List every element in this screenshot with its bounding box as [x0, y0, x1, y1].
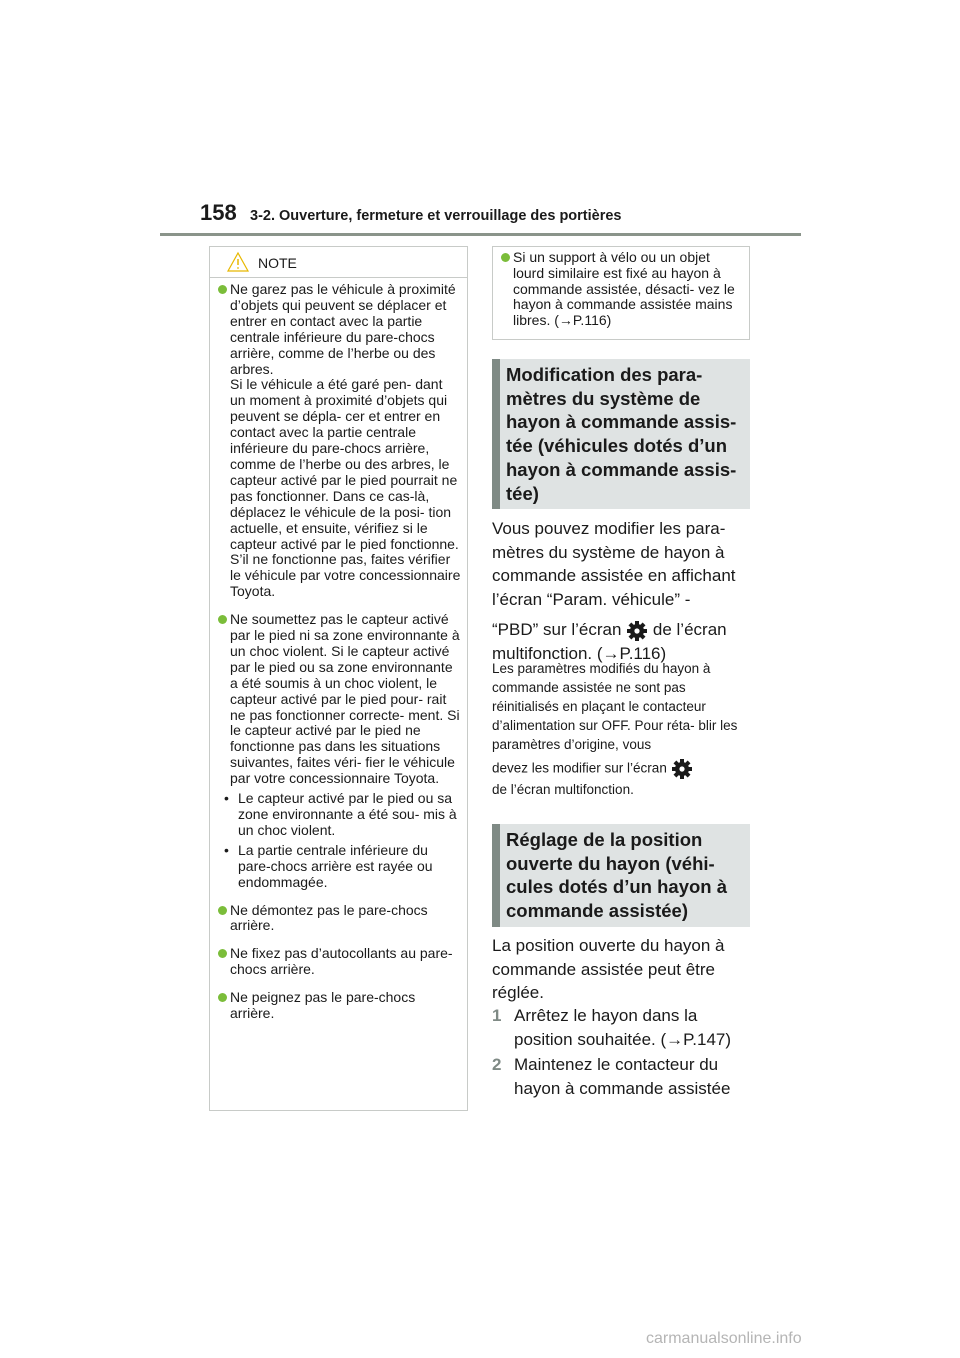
paragraph-text: “PBD” sur l’écran	[492, 620, 622, 639]
dash-icon: •	[224, 790, 229, 807]
paragraph-text: de l’écran multifonction. (→P.116)	[492, 620, 727, 663]
note-title: NOTE	[258, 255, 297, 271]
note-text: Ne peignez pas le pare-chocs arrière.	[230, 989, 416, 1022]
note-text: Ne soumettez pas le capteur activé par le pied ni sa zone environnante à un choc violent. Si le capteur activé par le pied ou sa zone environnante a été soumis à un choc violent, le capteur activé par le pied pour- rait ne pas fonctionner correcte- ment. Si le capteur activé par le pied ne fonctionne pas dans les situations suivantes, faites véri- fier le véhicule par votre concessionnaire Toyota.	[230, 611, 460, 787]
list-item	[218, 903, 461, 935]
bullet-icon	[218, 615, 227, 624]
list-item	[218, 990, 461, 1022]
note-text: Ne fixez pas d’autocollants au pare-chocs arrière.	[230, 945, 453, 978]
step-2	[492, 1053, 754, 1100]
step-1	[492, 1004, 754, 1051]
section-heading: Modification des para- mètres du système de hayon à commande assis- tée (véhicules dotés d’un hayon à commande assis- tée)	[492, 359, 750, 509]
note-text: Le capteur activé par le pied ou sa zone environnante a été sou- mis à un choc violent.	[238, 790, 457, 838]
note-text: Si le véhicule a été garé pen- dant un moment à proximité d’objets qui peuvent se dépla- cer et entrer en contact avec la partie centrale inférieure du pare-chocs arrière, comme de l’herbe ou des arbres, le capteur activé par le pied pourrait ne pas fonctionner. Dans ce cas-là, déplacez le véhicule de la posi- tion actuelle, et ensuite, vérifiez si le capteur activé par le pied fonctionne. S’il ne fonctionne pas, faites vérifier le véhicule par votre concessionnaire Toyota.	[230, 376, 461, 600]
small-text: Les paramètres modifiés du hayon à commande assistée ne sont pas réinitialisés en plaçant le contacteur d’alimentation sur OFF. Pour réta- blir les paramètres d’origine, vous	[492, 661, 738, 752]
note-body	[210, 278, 467, 1022]
paragraph	[492, 517, 754, 665]
bullet-icon	[501, 253, 510, 262]
list-item	[218, 946, 461, 978]
note-text: Si un support à vélo ou un objet lourd similaire est fixé au hayon à commande assistée, désacti- vez le hayon à commande assistée mains libres. (→P.116)	[513, 249, 735, 329]
note-text: La partie centrale inférieure du pare-chocs arrière est rayée ou endommagée.	[238, 841, 433, 890]
step-number: 1	[492, 1006, 502, 1025]
paragraph	[492, 934, 754, 1005]
gear-icon	[626, 620, 648, 642]
note-box	[209, 246, 468, 1111]
warning-triangle-icon	[226, 251, 250, 273]
bullet-icon	[218, 906, 227, 915]
header-rule	[160, 233, 801, 236]
step-text: Maintenez le contacteur du hayon à commande assistée	[514, 1055, 731, 1098]
right-note-box	[492, 246, 750, 340]
section-title: 3-2. Ouverture, fermeture et verrouillage des portières	[250, 208, 622, 224]
list-item	[501, 250, 743, 329]
paragraph-text: La position ouverte du hayon à commande assistée peut être réglée.	[492, 936, 725, 1002]
bullet-icon	[218, 285, 227, 294]
section-heading: Réglage de la position ouverte du hayon (véhi- cules dotés d’un hayon à commande assistée)	[492, 824, 750, 927]
dash-icon: •	[224, 841, 229, 858]
step-text: Arrêtez le hayon dans la position souhaitée. (→P.147)	[514, 1006, 732, 1049]
page-number: 158	[200, 200, 237, 225]
paragraph-text: Vous pouvez modifier les para- mètres du système de hayon à commande assistée en affichant l’écran “Param. véhicule” -	[492, 519, 736, 609]
list-item	[218, 791, 461, 839]
note-text: Ne démontez pas le pare-chocs arrière.	[230, 901, 428, 934]
bullet-icon	[218, 949, 227, 958]
bullet-icon	[218, 993, 227, 1002]
gear-icon	[671, 758, 693, 780]
note-text: Ne garez pas le véhicule à proximité d’objets qui peuvent se déplacer et entrer en contact avec la partie centrale inférieure du pare-chocs arrière, comme de l’herbe ou des arbres.	[230, 281, 456, 377]
note-header	[210, 247, 467, 278]
step-number: 2	[492, 1055, 502, 1074]
list-item	[218, 843, 461, 891]
small-text: devez les modifier sur l’écran	[492, 760, 667, 776]
list-item	[218, 282, 461, 600]
list-item	[218, 612, 461, 787]
small-text: de l’écran multifonction.	[492, 782, 634, 797]
watermark: carmanualsonline.info	[646, 1330, 802, 1347]
small-print	[492, 659, 754, 799]
